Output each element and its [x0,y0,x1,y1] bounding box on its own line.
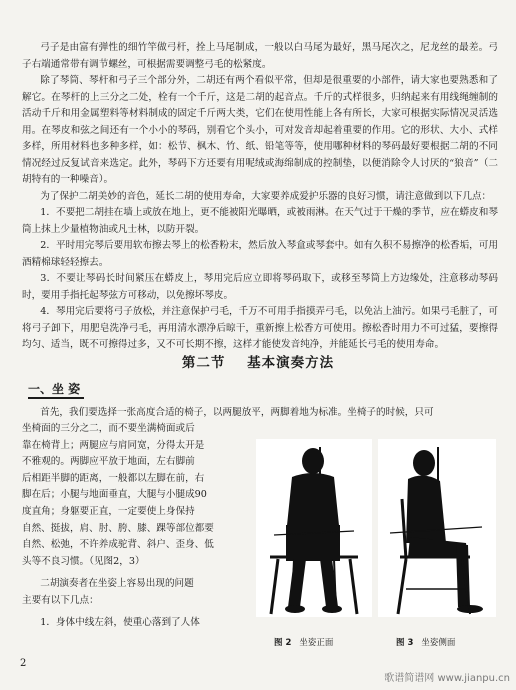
paragraph: 4．琴用完后要将弓子放松，并注意保护弓毛，千万不可用手指摸弄弓毛，以免沾上油污。如果弓毛脏了，可将弓子卸下，用肥皂洗净弓毛，再用清水漂净后晾干，重新擦上松香方可使用。擦松香时用力不可过猛，要擦得均匀、适当，既不可擦得过多，又不可长期不擦，这样才能使发音纯净，并能延长弓毛的使用寿命。 [22,306,498,350]
problems-line: 主要有以下几点： [22,594,99,606]
figure-number: 图 2 [274,638,292,648]
sitting-line: 不雅观的。两脚应平放于地面，左右脚前 [22,456,195,468]
problems-line: 二胡演奏者在坐姿上容易出现的问题 [40,578,194,590]
figure-sitting-front [256,439,372,617]
page-number: 2 [20,658,27,669]
sitting-line: 自然、挺拔，肩、肘、胯、膝、踝等部位都要 [22,522,214,534]
section-label: 第二节 [181,355,226,371]
figure-number: 图 3 [396,638,414,648]
section-name: 基本演奏方法 [247,355,335,371]
paragraph: 除了琴筒、琴杆和弓子三个部分外，二胡还有两个看似平常，但却是很重要的小部件，请大家也要熟悉和了解它。在琴杆的上三分之二处，栓有一个千斤，这是二胡的起音点。千斤的式样很多，归纳起来有用线绳缠制的活动千斤和用金属塑料等材料制成的固定千斤两大类，它们在使用性能上各有所长，大家可根据实际情况灵活选用。在琴皮和弦之间还有一个小小的琴码，别看它个头小，可对发音却起着重要的作用。它的形状、大小、式样多样，所用材料也多种多样，如：松节、枫木、竹、纸、铅笔等等，使用哪种材料的琴码最好要根据二胡的不同情况经过反复试音来选定。此外，琴码下方还要有用呢绒或海绵制成的控制垫，以便消除令人讨厌的“狼音”（二胡特有的一种噪音）。 [22,75,498,185]
problem-item: 1．身体中线左斜，使重心落到了人体 [40,616,200,628]
subsection-heading: 一、坐 姿 [28,382,81,396]
sitting-line: 度直角；身躯要正直，一定要使上身保持 [22,505,195,517]
sitting-front-illustration [256,439,372,617]
figure-caption [396,636,455,648]
sitting-line: 靠在椅背上；两腿应与肩同宽，分得太开是 [22,439,205,451]
paragraph: 2．平时用完琴后要用软布擦去琴上的松香粉末，然后放入琴盒或琴套中。如有久积不易擦净的松香垢，可用酒精棉球轻轻擦去。 [22,240,498,268]
section-heading [0,351,516,371]
intro-text [22,40,498,354]
paragraph: 3．不要让琴码长时间紧压在蟒皮上，琴用完后应立即将琴码取下，或移至琴筒上方边缘处，注意移动琴码时，要用手指托起琴弦方可移动，以免擦坏琴皮。 [22,273,498,301]
sitting-line: 后相距半脚的距离，一般都以左脚在前，右 [22,472,205,484]
figure-caption [274,636,333,648]
sitting-line: 头等不良习惯。（见图2，3） [22,555,145,567]
paragraph: 为了保护二胡美妙的音色，延长二胡的使用寿命，大家要养成爱护乐器的良好习惯，请注意做到以下几点： [40,190,492,202]
figure-caption-text: 坐姿侧面 [421,638,456,648]
sitting-line: 坐椅面的三分之二，而不要坐满椅面或后 [22,423,195,434]
sitting-line-1: 首先，我们要选择一张高度合适的椅子，以两腿放平，两脚着地为标准。坐椅子的时候，只可 [40,407,434,418]
sitting-column [22,421,270,631]
figure-caption-text: 坐姿正面 [299,638,334,648]
paragraph: 弓子是由富有弹性的细竹竿做弓杆，拴上马尾制成，一般以白马尾为最好，黑马尾次之，尼龙丝的最差。弓子右端通常带有调节螺丝，可根据需要调整弓毛的松紧度。 [22,42,498,70]
paragraph: 1．不要把二胡挂在墙上或放在地上，更不能被阳光曝晒，或被雨淋。在天气过于干燥的季节，应在蟒皮和琴筒上抹上少量植物油或凡士林，以防开裂。 [22,207,498,235]
subsection-underline [28,397,84,399]
figure-sitting-side [378,439,496,617]
sitting-side-illustration [378,439,496,617]
watermark: 歌谱简谱网 www.jianpu.cn [384,673,510,684]
sitting-line: 自然、松弛，不许养成驼背、斜户、歪身、低 [22,539,214,551]
sitting-line: 脚在后；小腿与地面垂直，大腿与小腿成90 [22,489,207,501]
